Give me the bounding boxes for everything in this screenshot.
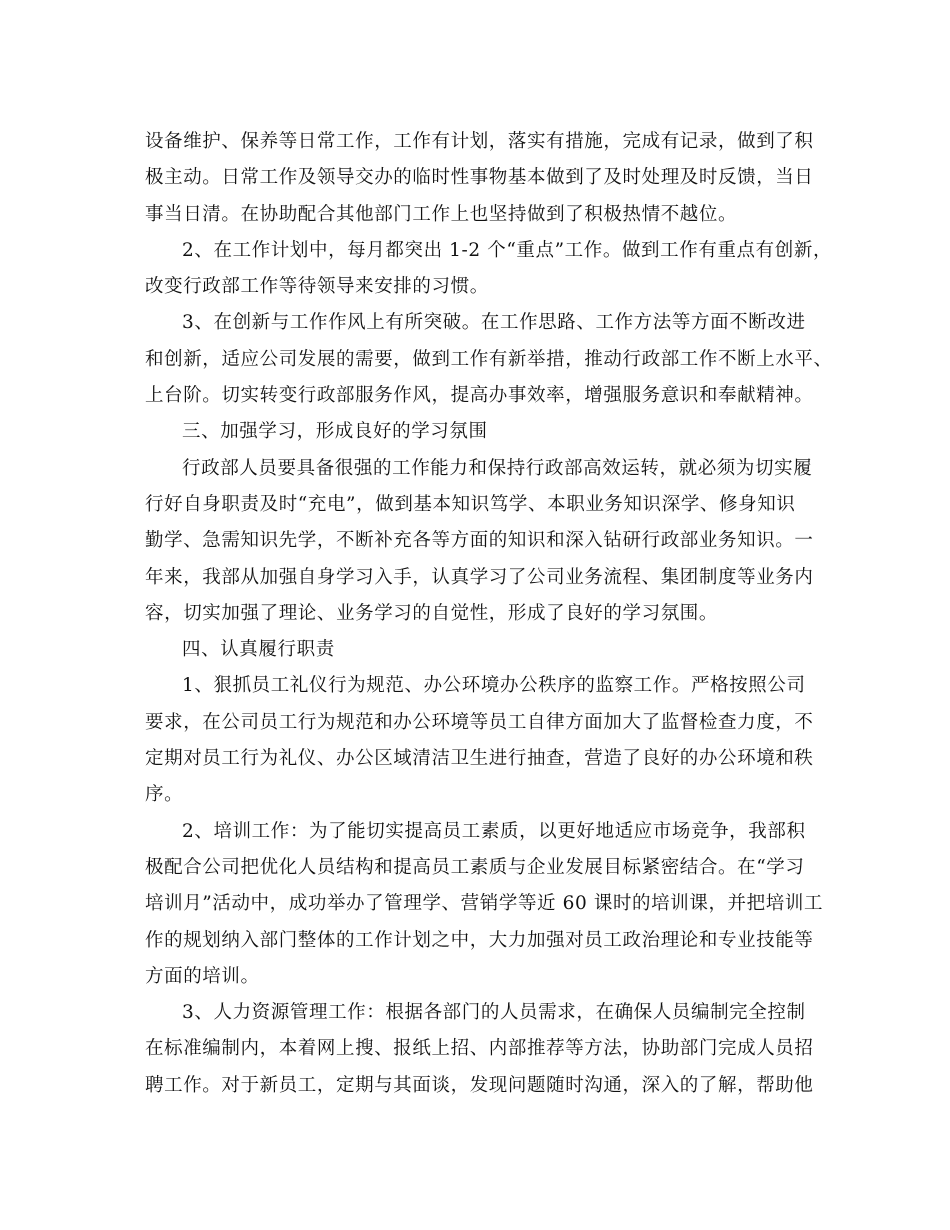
- text-line: 事当日清。在协助配合其他部门工作上也坚持做到了积极热情不越位。: [145, 203, 738, 225]
- text-line: 定期对员工行为礼仪、办公区域清洁卫生进行抽查，营造了良好的办公环境和秩: [145, 748, 814, 770]
- text-line: 行好自身职责及时“充电”，做到基本知识笃学、本职业务知识深学、修身知识: [145, 493, 796, 515]
- text-line: 3、在创新与工作作风上有所突破。在工作思路、工作方法等方面不断改进: [182, 312, 806, 334]
- text-line: 2、培训工作：为了能切实提高员工素质，以更好地适应市场竞争，我部积: [182, 820, 806, 842]
- text-line: 和创新，适应公司发展的需要，做到工作有新举措，推动行政部工作不断上水平、: [145, 348, 833, 370]
- text-line: 行政部人员要具备很强的工作能力和保持行政部高效运转，就必须为切实履: [182, 457, 813, 479]
- text-line: 勤学、急需知识先学，不断补充各等方面的知识和深入钻研行政部业务知识。一: [145, 530, 814, 552]
- text-line: 2、在工作计划中，每月都突出 1-2 个“重点”工作。做到工作有重点有创新，: [182, 239, 833, 261]
- text-line: 容，切实加强了理论、业务学习的自觉性，形成了良好的学习氛围。: [145, 602, 719, 624]
- document-body: [145, 124, 833, 1104]
- text-line: 三、加强学习，形成良好的学习氛围: [182, 421, 488, 443]
- text-line: 方面的培训。: [145, 965, 260, 987]
- text-line: 上台阶。切实转变行政部服务作风，提高办事效率，增强服务意识和奉献精神。: [145, 385, 814, 407]
- text-line: 在标准编制内，本着网上搜、报纸上招、内部推荐等方法，协助部门完成人员招: [145, 1038, 814, 1060]
- text-line: 培训月”活动中，成功举办了管理学、营销学等近 60 课时的培训课，并把培训工: [145, 893, 824, 915]
- text-line: 序。: [145, 784, 184, 806]
- text-line: 作的规划纳入部门整体的工作计划之中，大力加强对员工政治理论和专业技能等: [145, 929, 814, 951]
- text-line: 要求，在公司员工行为规范和办公环境等员工自律方面加大了监督检查力度，不: [145, 711, 814, 733]
- text-line: 改变行政部工作等待领导来安排的习惯。: [145, 276, 489, 298]
- text-line: 极配合公司把优化人员结构和提高员工素质与企业发展目标紧密结合。在“学习: [145, 856, 805, 878]
- text-line: 设备维护、保养等日常工作，工作有计划，落实有措施，完成有记录，做到了积: [145, 131, 814, 152]
- text-line: 极主动。日常工作及领导交办的临时性事物基本做到了及时处理及时反馈，当日: [145, 167, 814, 189]
- text-line: 聘工作。对于新员工，定期与其面谈，发现问题随时沟通，深入的了解，帮助他: [145, 1074, 814, 1096]
- text-line: 四、认真履行职责: [182, 639, 335, 661]
- text-line: 3、人力资源管理工作：根据各部门的人员需求，在确保人员编制完全控制: [182, 1002, 806, 1024]
- text-line: 年来，我部从加强自身学习入手，认真学习了公司业务流程、集团制度等业务内: [145, 566, 814, 588]
- text-line: 1、狠抓员工礼仪行为规范、办公环境办公秩序的监察工作。严格按照公司: [182, 675, 806, 697]
